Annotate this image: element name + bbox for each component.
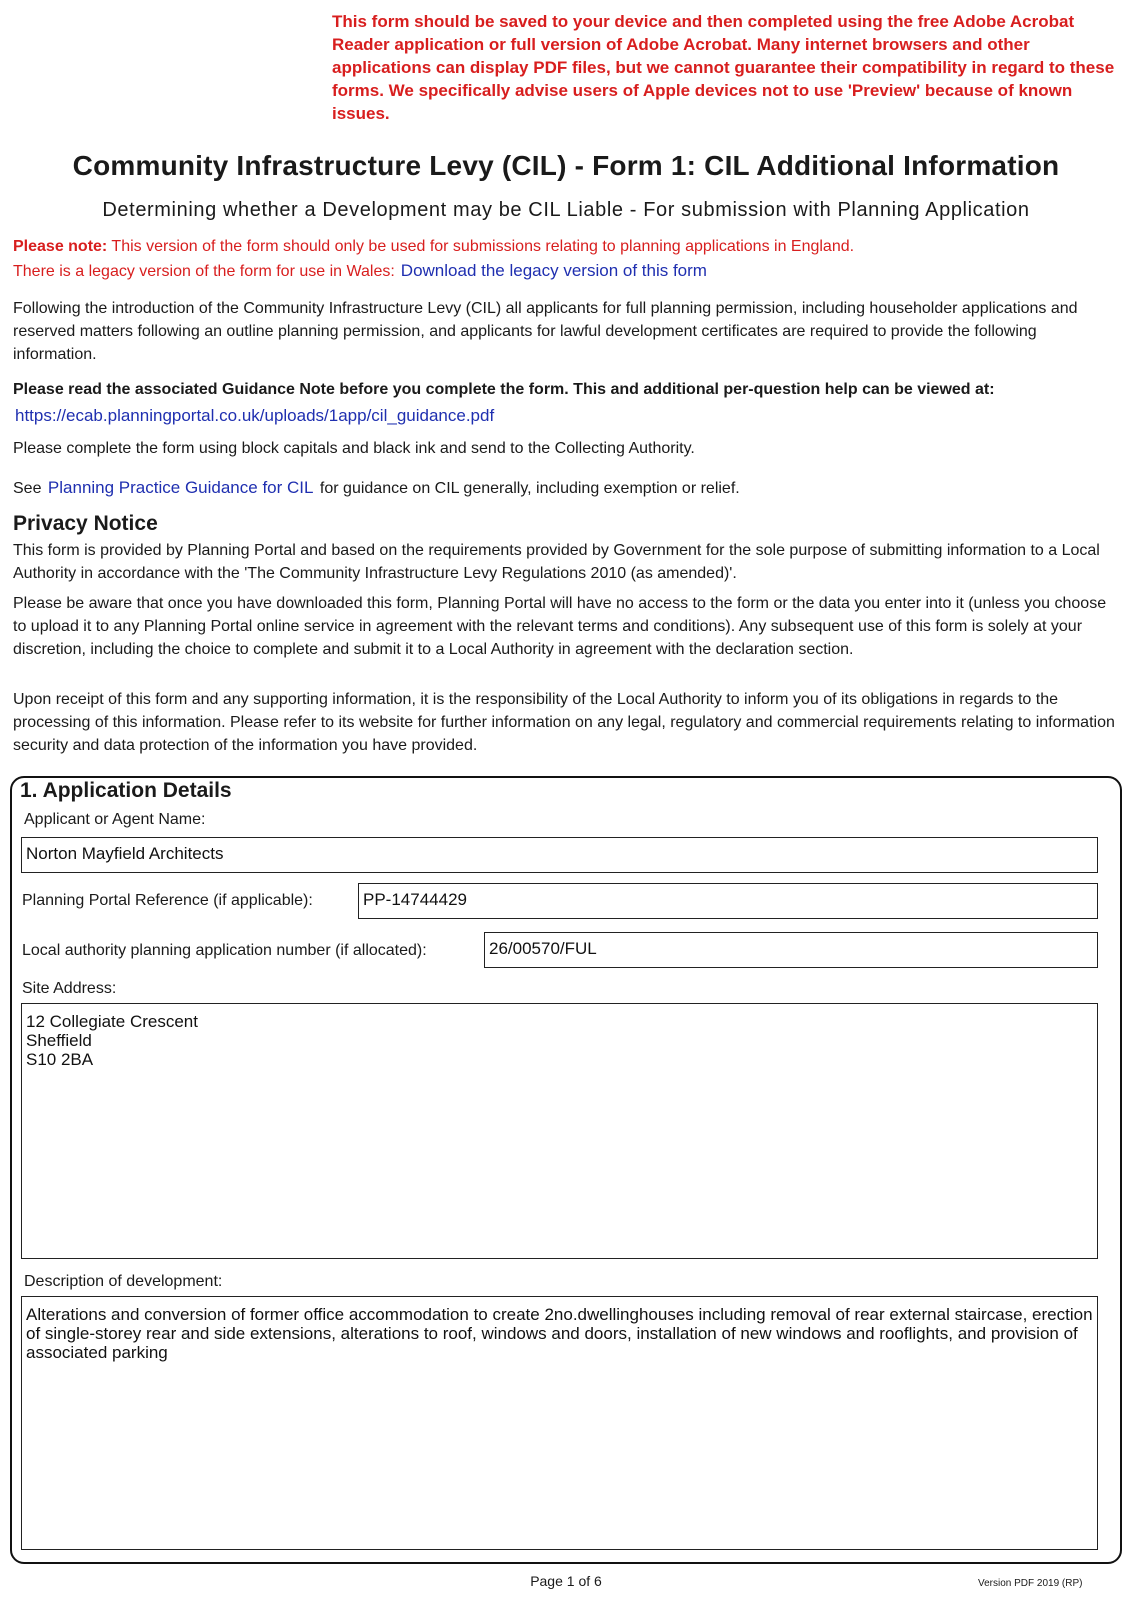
legacy-note — [13, 261, 707, 281]
adobe-warning: This form should be saved to your device and then completed using the free Adobe Acrobat Reader application or full version of Adobe Acrobat. Many internet browsers and other applications can display PDF files, but we cannot guarantee their compatibility in regard to these forms. We specifically advise users of Apple devices not to use 'Preview' because of known issues. — [332, 12, 1115, 123]
privacy-heading: Privacy Notice — [13, 512, 158, 535]
read-guidance-text: Please read the associated Guidance Note before you complete the form. This and additional per-question help can be viewed at: — [13, 381, 995, 398]
pp-reference-label: Planning Portal Reference (if applicable): — [22, 892, 313, 909]
la-number-label: Local authority planning application number (if allocated): — [22, 942, 427, 959]
applicant-name-field[interactable]: Norton Mayfield Architects — [21, 837, 1098, 873]
see-suffix: for guidance on CIL generally, including exemption or relief. — [319, 480, 740, 497]
see-prefix: See — [13, 480, 42, 497]
privacy-paragraph-2: Please be aware that once you have downloaded this form, Planning Portal will have no access to the form or the data you enter into it (unless you choose to upload it to any Planning Portal online service in agreement with the relevant terms and conditions). Any subsequent use of this form is solely at your discretion, including the choice to complete and submit it to a Local Authority in agreement with the declaration section. — [13, 595, 1107, 658]
site-address-label: Site Address: — [22, 980, 117, 997]
la-number-field[interactable]: 26/00570/FUL — [484, 932, 1098, 968]
site-address-field[interactable]: 12 Collegiate Crescent Sheffield S10 2BA — [21, 1003, 1098, 1259]
description-field[interactable]: Alterations and conversion of former office accommodation to create 2no.dwellinghouses including removal of rear external staircase, erection of single-storey rear and side extensions, alterations to roof, windows and doors, installation of new windows and rooflights, and provision of associated parking — [21, 1296, 1098, 1550]
page-number: Page 1 of 6 — [530, 1573, 602, 1589]
intro-paragraph: Following the introduction of the Community Infrastructure Levy (CIL) all applicants for full planning permission, including householder applications and reserved matters following an outline planning permission, and applicants for lawful development certificates are required to provide the following information. — [13, 300, 1078, 363]
see-guidance — [13, 476, 1123, 500]
privacy-paragraph-3: Upon receipt of this form and any supporting information, it is the responsibility of the Local Authority to inform you of its obligations in regards to the processing of this information. Please refer to its website for further information on any legal, regulatory and commercial requirements relating to information security and data protection of the information you have provided. — [13, 691, 1115, 754]
please-note-label: Please note: — [13, 238, 108, 255]
planning-practice-guidance-link[interactable]: Planning Practice Guidance for CIL — [47, 478, 314, 497]
version-label: Version PDF 2019 (RP) — [978, 1578, 1083, 1589]
section-title: 1. Application Details — [20, 779, 232, 802]
complete-instructions: Please complete the form using block capitals and black ink and send to the Collecting Authority. — [13, 440, 695, 457]
please-note-text: This version of the form should only be used for submissions relating to planning applications in England. — [107, 238, 855, 255]
legacy-download-link[interactable]: Download the legacy version of this form — [400, 261, 707, 280]
pp-reference-field[interactable]: PP-14744429 — [358, 883, 1098, 919]
page-subtitle: Determining whether a Development may be CIL Liable - For submission with Planning Application — [102, 199, 1030, 221]
description-label: Description of development: — [24, 1273, 223, 1290]
please-note — [13, 238, 854, 256]
privacy-paragraph-1: This form is provided by Planning Portal and based on the requirements provided by Government for the sole purpose of submitting information to a Local Authority in accordance with the 'The Community Infrastructure Levy Regulations 2010 (as amended)'. — [13, 542, 1100, 582]
applicant-label: Applicant or Agent Name: — [24, 811, 206, 828]
page-title: Community Infrastructure Levy (CIL) - Form 1: CIL Additional Information — [72, 150, 1060, 181]
legacy-note-text: There is a legacy version of the form for use in Wales: — [13, 263, 395, 280]
guidance-url-link[interactable]: https://ecab.planningportal.co.uk/uploads/1app/cil_guidance.pdf — [15, 406, 495, 425]
